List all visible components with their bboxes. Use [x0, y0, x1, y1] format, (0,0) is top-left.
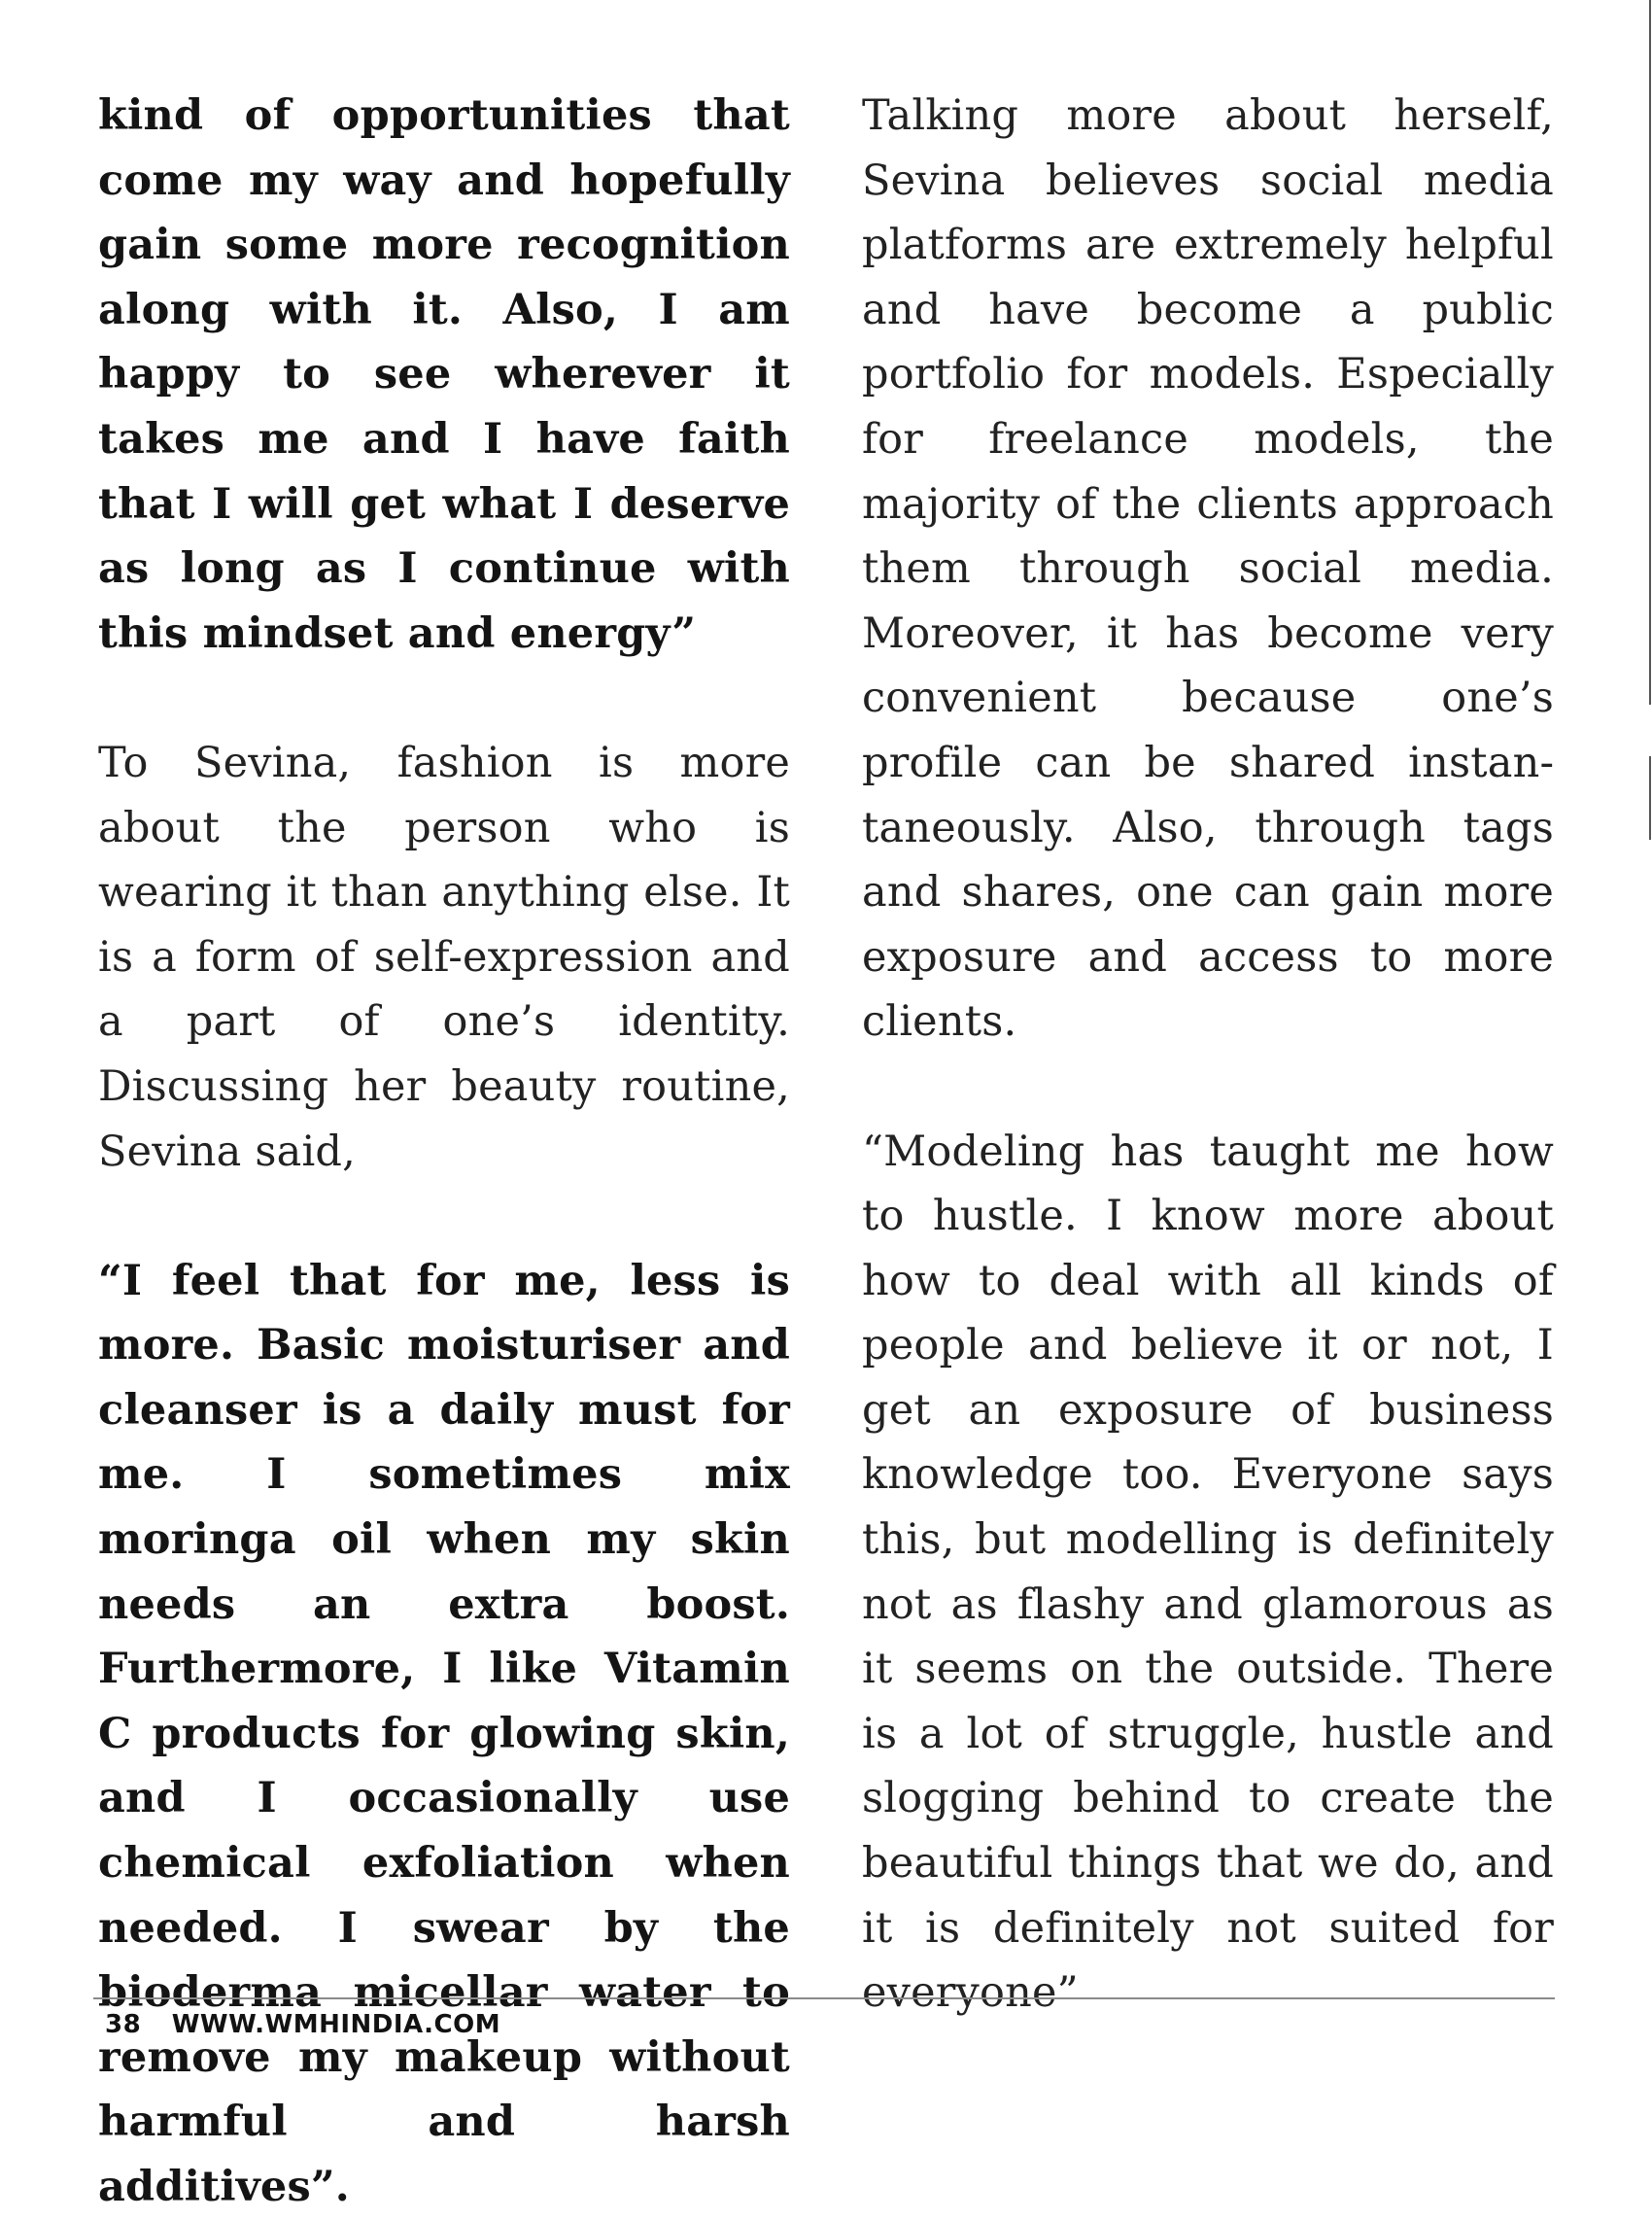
quote-paragraph-beauty-routine: “I feel that for me, less is more. Basic moisturiser and cleanser is a daily must for me. I sometimes mix moringa oil when my skin needs an extra boost. Furthermore, I like Vitamin C products for glowing skin, and I occasionally use chemical exfoliation when needed. I swear by the bioderma micellar water to remove my makeup without harmful and harsh additives”. — [98, 1256, 790, 2211]
website-url: WWW.WMHINDIA.COM — [171, 2010, 501, 2039]
page-footer — [105, 2008, 500, 2041]
page-edge-line-top — [1649, 0, 1651, 705]
page-number: 38 — [105, 2010, 142, 2039]
body-paragraph-fashion: To Sevina, fashion is more about the person who is wearing it than anything else. It is a form of self-expression and a part of one’s identity. Discussing her beauty routine, Sevina said, — [98, 738, 790, 1176]
body-paragraph-social-media: Talking more about herself, Sevina believes social media platforms are extremely helpful and have become a public portfolio for models. Especially for freelance models, the majority of the clients approach them through social media. Moreover, it has become very convenient because one’s profile can be shared instantaneously. Also, through tags and shares, one can gain more exposure and access to more clients. — [862, 91, 1554, 1047]
footer-divider — [93, 1997, 1555, 1999]
quote-paragraph-modeling-hustle: “Modeling has taught me how to hustle. I know more about how to deal with all kinds of people and believe it or not, I get an exposure of business knowledge too. Everyone says this, but modelling is definitely not as flashy and glamorous as it seems on the outside. There is a lot of struggle, hustle and slogging behind to create the beautiful things that we do, and it is definitely not suited for everyone” — [862, 1127, 1554, 2018]
left-column — [98, 84, 790, 2220]
right-column — [862, 84, 1554, 2026]
page-edge-line-bottom — [1649, 756, 1651, 840]
quote-paragraph-opportunities: kind of opportunities that come my way and hopefully gain some more recognition along with it. Also, I am happy to see wherever it takes me and I have faith that I will get what I deserve as long as I continue with this mindset and energy” — [98, 91, 790, 658]
